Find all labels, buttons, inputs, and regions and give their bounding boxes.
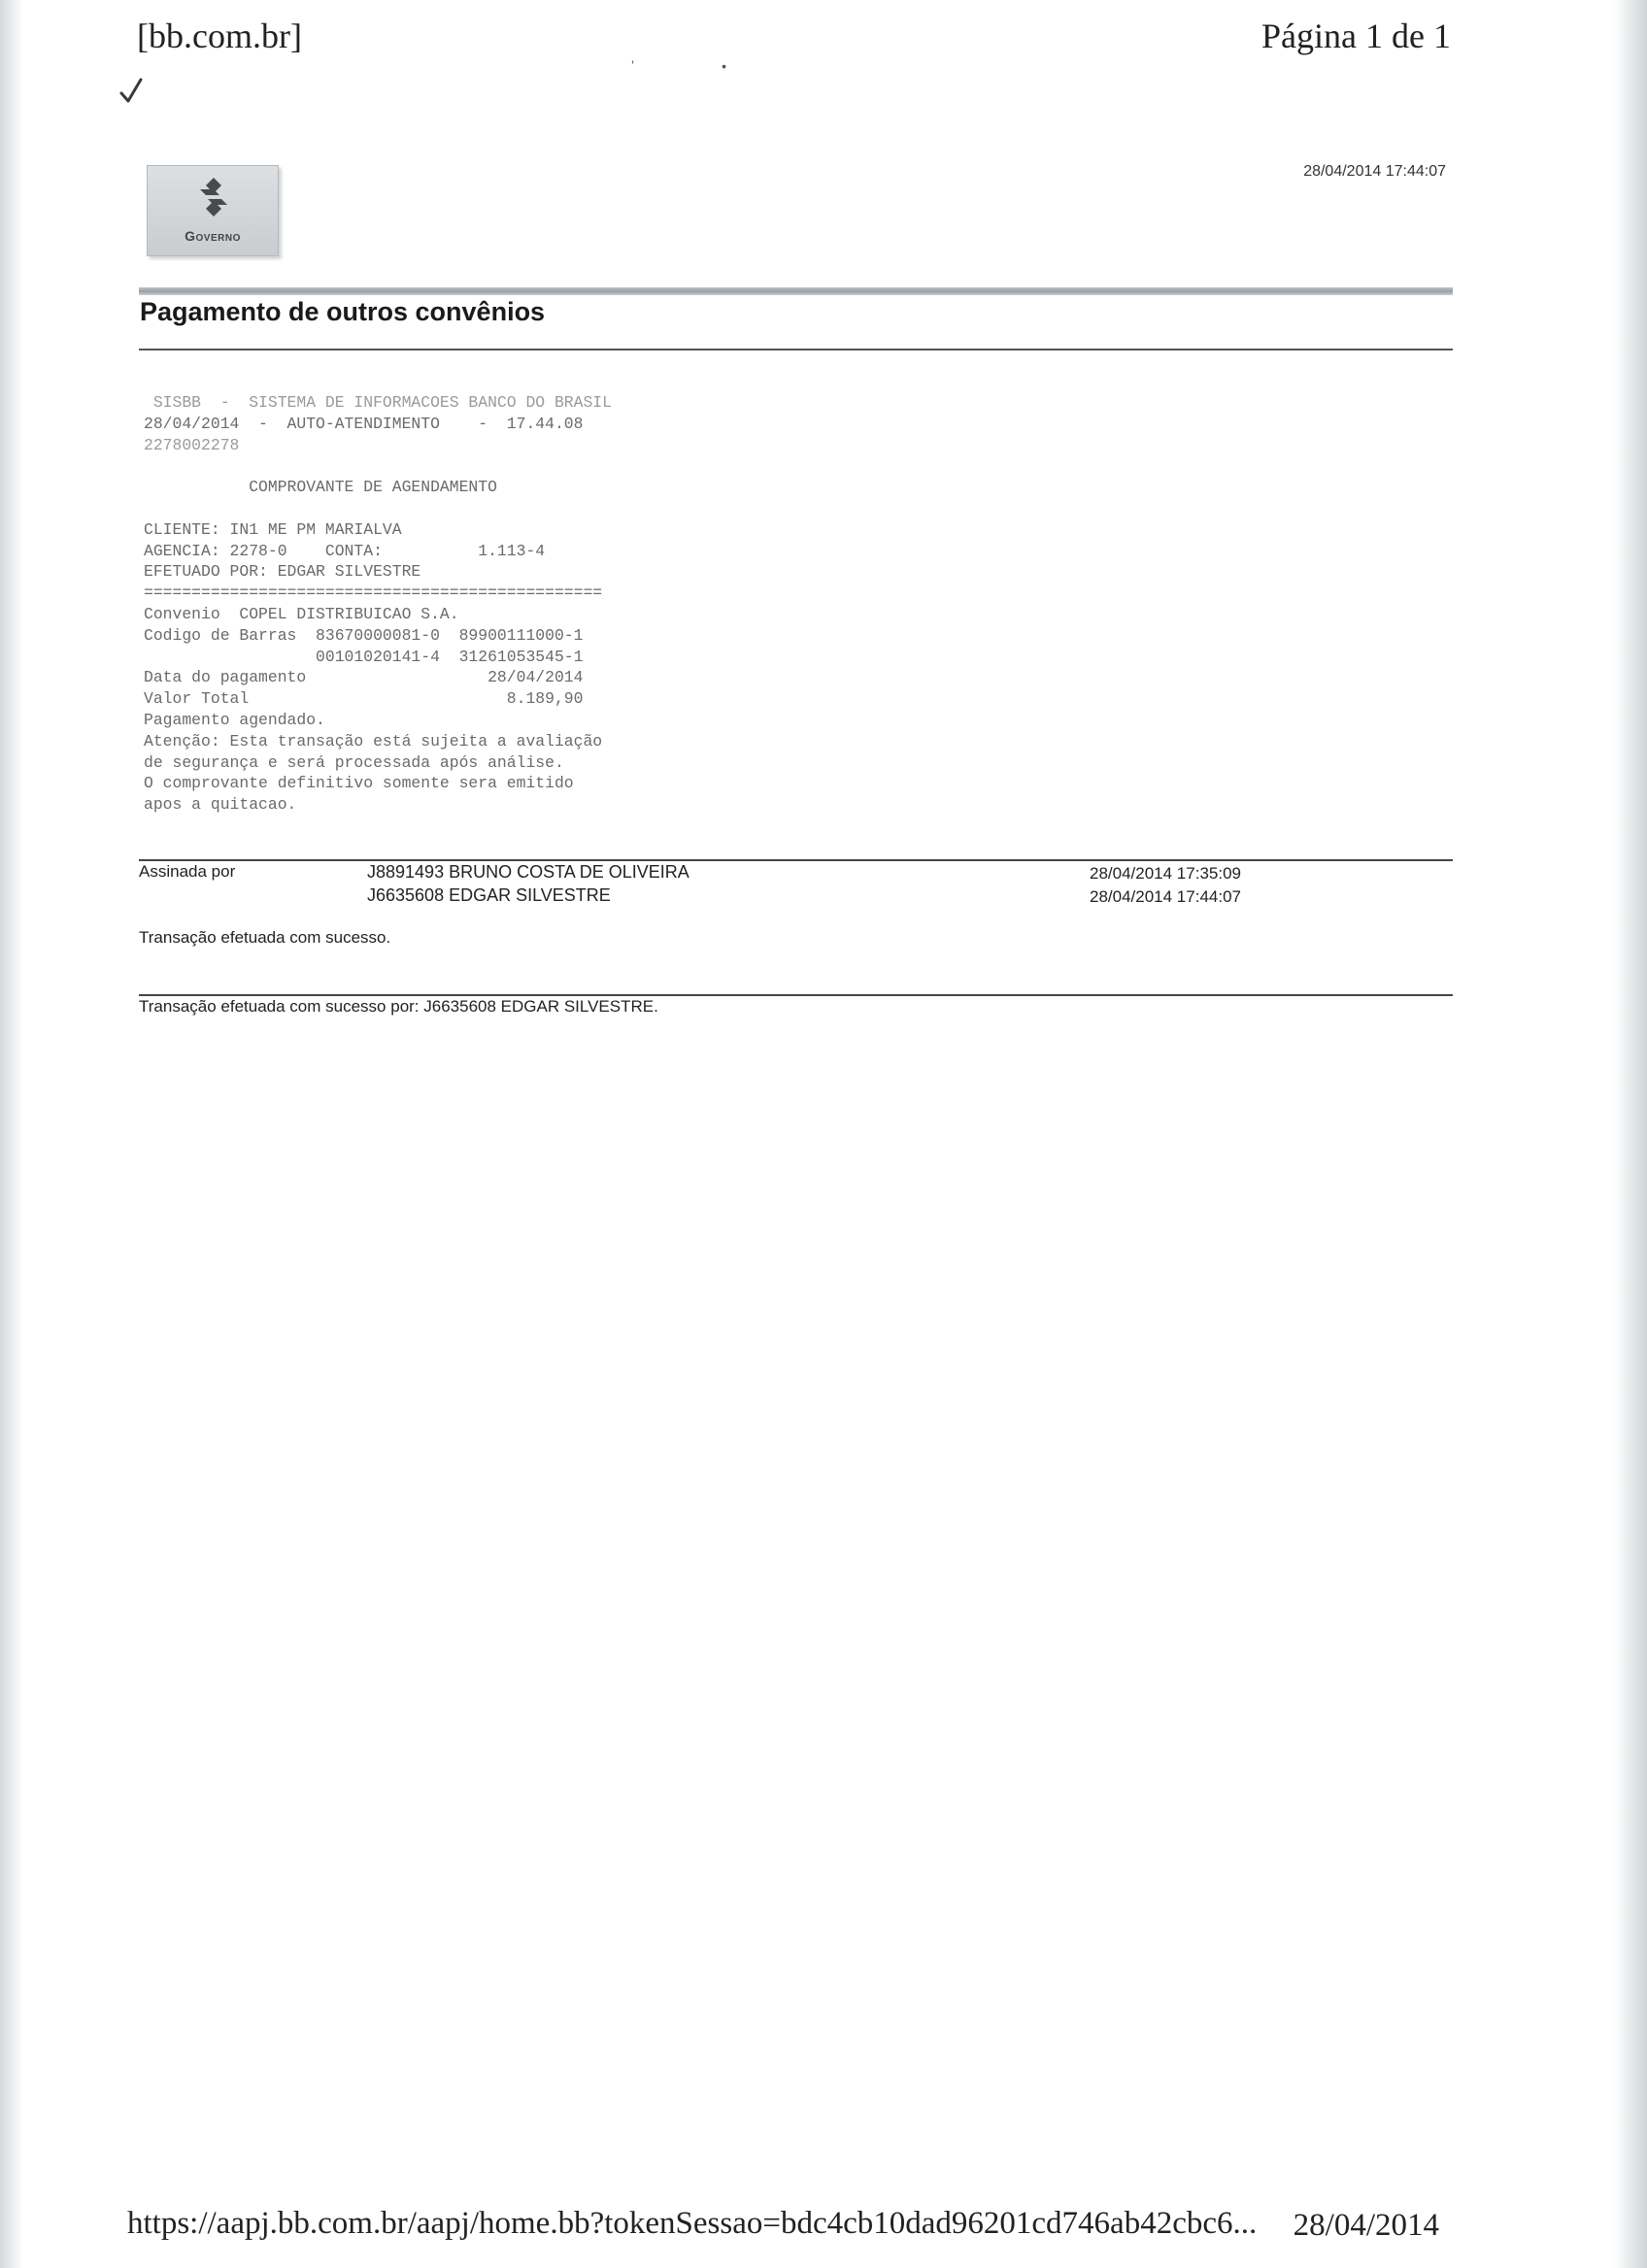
receipt-block [144,392,612,816]
check-mark-icon [118,76,144,105]
page-url: https://aapj.bb.com.br/aapj/home.bb?tokenSessao=bdc4cb10dad96201cd746ab42cbc6... [127,2206,1258,2241]
receipt-scheduled: Pagamento agendado. [144,710,325,729]
print-timestamp: 28/04/2014 17:44:07 [1303,163,1446,180]
logo-text: Governo [185,228,241,244]
signer-name: J6635608 EDGAR SILVESTRE [367,885,611,905]
signed-by-label: Assinada por [139,862,236,881]
receipt-date-line: 28/04/2014 - AUTO-ATENDIMENTO - 17.44.08 [144,414,584,433]
page-title: Pagamento de outros convênios [140,297,546,326]
title-divider [139,349,1453,350]
header-divider [139,287,1453,295]
receipt-id-line: 2278002278 [144,435,240,454]
receipt-total-value: Valor Total 8.189,90 [144,689,584,709]
bank-logo [147,165,279,256]
status-message: Transação efetuada com sucesso. [139,928,391,947]
receipt-barcode-2: 00101020141-4 31261053545-1 [144,647,584,666]
page-number: Página 1 de 1 [1261,17,1451,55]
scan-edge-right [1614,0,1647,2268]
receipt-separator: ================================================ [144,584,603,603]
receipt-client: CLIENTE: IN1 ME PM MARIALVA [144,519,402,539]
receipt-performed-by: EFETUADO POR: EDGAR SILVESTRE [144,562,421,582]
receipt-payment-date: Data do pagamento 28/04/2014 [144,668,584,687]
footer-message: Transação efetuada com sucesso por: J6635608 EDGAR SILVESTRE. [139,997,658,1016]
site-label: [bb.com.br] [137,17,302,55]
scan-marks: ʼ• [631,58,815,74]
receipt-convenio: Convenio COPEL DISTRIBUICAO S.A. [144,604,459,623]
signer-time: 28/04/2014 17:44:07 [1090,887,1241,906]
footer-divider [139,994,1453,996]
receipt-warning-1: Atenção: Esta transação está sujeita a avaliação [144,731,603,750]
receipt-note-1: O comprovante definitivo somente sera emitido [144,774,574,793]
receipt-note-2: apos a quitacao. [144,795,297,815]
receipt-heading: COMPROVANTE DE AGENDAMENTO [144,478,497,497]
receipt-warning-2: de segurança e será processada após análise. [144,752,564,772]
receipt-system-line: SISBB - SISTEMA DE INFORMACOES BANCO DO BRASIL [144,393,612,412]
receipt-agency: AGENCIA: 2278-0 CONTA: 1.113-4 [144,541,546,560]
signature-divider [139,859,1453,861]
signer-time: 28/04/2014 17:35:09 [1090,864,1241,883]
scan-edge-left [0,0,23,2268]
receipt-barcode-1: Codigo de Barras 83670000081-0 89900111000-1 [144,625,584,645]
signer-name: J8891493 BRUNO COSTA DE OLIVEIRA [367,862,689,882]
page-date: 28/04/2014 [1293,2208,1439,2243]
bank-emblem-icon [191,176,236,218]
